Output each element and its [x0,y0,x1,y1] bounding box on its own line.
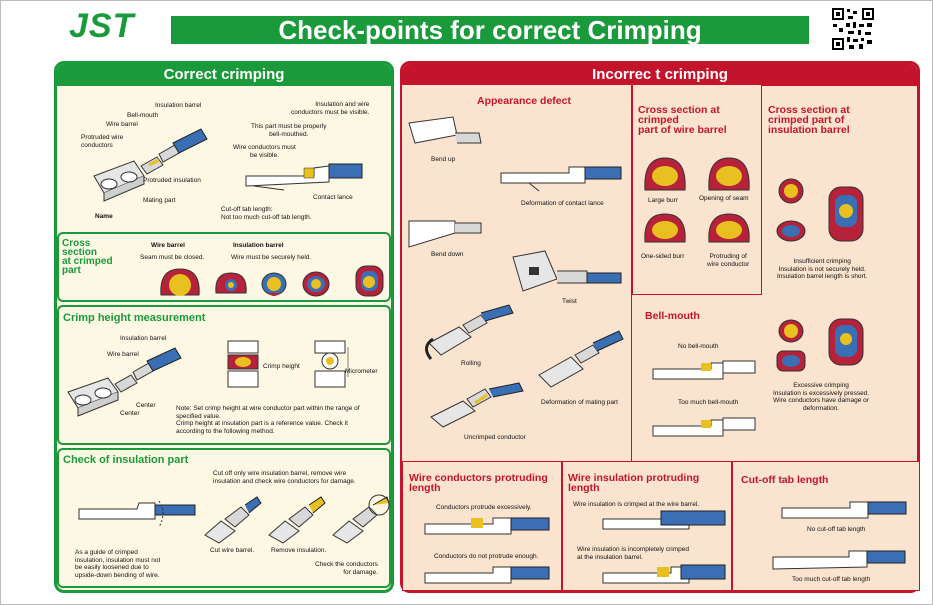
label-bell-mouth: Bell-mouth [127,112,159,119]
defect-uncrimped: Uncrimped conductor [464,434,526,441]
terminal-icon [509,249,625,299]
ch-center-2: Center [120,410,140,417]
insulation-incomplete: Wire insulation is incompletely crimped at the insulation barrel. [577,546,689,561]
terminal-side-view-icon [776,498,911,526]
step-remove-insulation: Remove insulation. [271,547,327,554]
wire-protruding-excessive: Conductors protrude excessively. [436,504,532,511]
terminal-side-view-icon [651,357,756,387]
insulation-at-barrel: Wire insulation is crimped at the wire barrel. [573,501,700,508]
terminal-icon [535,329,625,393]
cs-insulation-title: Cross section at crimped part of insulation barrel [768,104,850,136]
terminal-icon [499,161,624,196]
terminal-side-view-icon [651,414,756,444]
ch-note: Note: Set crimp height at wire conductor part within the range of specified value. Crimp height at insulation part is a reference value. Check it according to the following method. [176,405,360,435]
defect-bend-down: Bend down [431,251,464,258]
label-bell-mouthed: This part must be properly bell-mouthed. [251,123,327,138]
label-name: Name [95,213,113,220]
ch-micrometer: Micrometer [345,368,378,375]
defect-deformation-mating: Deformation of mating part [541,399,618,406]
terminal-side-view-icon [601,563,729,591]
cross-section-title: Cross section at crimped part [62,238,113,276]
cs-wire-barrel-title: Cross section at crimped part of wire barrel [638,104,727,136]
terminal-side-view-icon [423,563,553,591]
label-cutoff-tab: Cut-off tab length: Not too much cut-off tab length. [221,206,312,221]
insulation-check-title: Check of insulation part [63,454,189,466]
cs-wire-barrel-text: Seam must be closed. [140,254,205,261]
cs-opening-seam: Opening of seam [699,195,749,202]
terminal-side-view-icon [601,509,729,537]
label-mating-part: Mating part [143,197,176,204]
cross-section-icon [156,263,386,299]
step-cut-wire-barrel: Cut wire barrel. [210,547,255,554]
appearance-defect-title: Appearance defect [477,95,571,107]
cs-protruding: Protruding of wire conductor [707,253,750,268]
cs-one-sided-burr: One-sided burr [641,253,685,260]
cutoff-none: No cut-off tab length [807,526,866,533]
ch-insulation-barrel: Insulation barrel [120,335,167,342]
bent-wire-icon [77,493,197,533]
label-insulation-barrel: Insulation barrel [155,102,202,109]
cutoff-too-much: Too much cut-off tab length [792,576,871,583]
qr-code-icon [831,7,875,51]
label-protruded-wire-conductors: Protruded wire conductors [81,134,124,149]
ch-wire-barrel: Wire barrel [107,351,139,358]
defect-bend-up: Bend up [431,156,456,163]
label-insulation-and-wire-visible: Insulation and wire conductors must be visible. [291,101,370,116]
wire-protruding-title: Wire conductors protruding length [409,472,548,494]
cs-excessive: Excessive crimping Insulation is excessively pressed. Wire conductors have damage or deformation. [773,382,870,412]
terminal-icon [419,303,519,363]
cs-insufficient: Insufficient crimping Insulation is not securely held. Insulation barrel length is short. [777,258,868,280]
jst-logo: JST [69,7,135,45]
defect-deformation-lance: Deformation of contact lance [521,200,604,207]
bell-mouth-none: No bell-mouth [678,343,719,350]
crimp-height-title: Crimp height measurement [63,312,206,324]
label-contact-lance: Contact lance [313,194,353,201]
insulation-protruding-title: Wire insulation protruding length [568,472,700,494]
bell-mouth-title: Bell-mouth [645,310,700,322]
correct-crimping-heading: Correct crimping [57,64,391,86]
cs-insulation-barrel-head: Insulation barrel [233,242,284,249]
defect-twist: Twist [562,298,577,305]
defect-rolling: Rolling [461,360,481,367]
terminal-icon [201,495,391,545]
step-check-conductors: Check the conductors for damage. [315,561,378,576]
cs-wire-barrel-head: Wire barrel [151,242,185,249]
cross-section-icon [775,173,875,245]
terminal-icon [427,381,527,433]
bell-mouth-too-much: Too much bell-mouth [678,399,739,406]
terminal-side-view-icon [771,547,911,575]
insulation-check-intro: Cut off only wire insulation barrel, remove wire insulation and check wire conductors for damage. [213,470,356,485]
label-protruded-insulation: Protruded insulation [143,177,201,184]
incorrect-crimping-heading: Incorrec t crimping [403,64,917,86]
terminal-icon [405,213,485,253]
terminal-icon [63,344,183,419]
label-wire-barrel: Wire barrel [106,121,138,128]
wire-protruding-not-enough: Conductors do not protrude enough. [434,553,539,560]
label-wire-conductors-visible: Wire conductors must be visible. [233,144,296,159]
terminal-side-view-icon [244,156,364,196]
insulation-check-guide: As a guide of crimped insulation, insulation must not be easily loosened due to upside-down bending of wire. [75,549,161,579]
cutoff-tab-title: Cut-off tab length [741,474,829,486]
cross-section-icon [775,317,875,373]
ch-crimp-height: Crimp height [263,363,300,370]
cs-insulation-barrel-text: Wire must be securely held. [231,254,312,261]
terminal-side-view-icon [423,514,553,542]
cs-large-burr: Large burr [648,197,678,204]
ch-center-1: Center [136,402,156,409]
page-title: Check-points for correct Crimping [171,16,809,44]
terminal-icon [405,113,485,153]
